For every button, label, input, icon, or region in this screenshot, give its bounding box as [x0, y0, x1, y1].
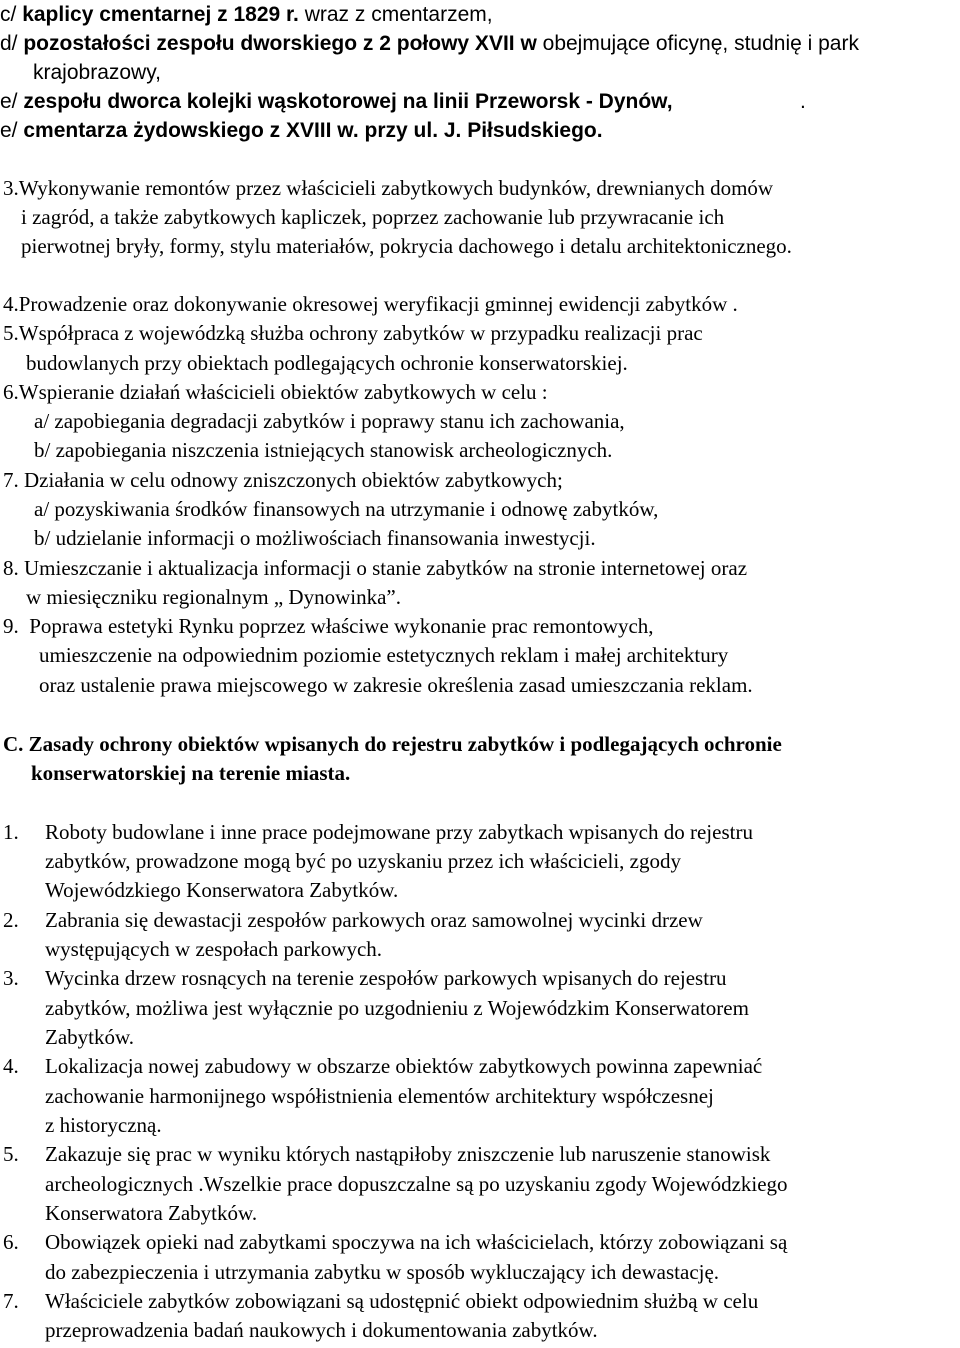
rule-1-line-3: Wojewódzkiego Konserwatora Zabytków.: [45, 878, 399, 902]
list-item-7: [3, 466, 563, 496]
rule-6-line-1: Obowiązek opieki nad zabytkami spoczywa na ich właścicielach, którzy zobowiązani są: [45, 1230, 788, 1254]
rule-number-1: 1.: [3, 820, 19, 844]
item-number: 7.: [3, 468, 19, 492]
list-item-3: [3, 174, 773, 204]
item-line: Umieszczanie i aktualizacja informacji o stanie zabytków na stronie internetowej oraz: [24, 556, 748, 580]
list-item-e-tail: .: [800, 90, 806, 113]
rule-number-2: 2.: [3, 908, 19, 932]
list-item-6-sub-a: a/ zapobiegania degradacji zabytków i poprawy stanu ich zachowania,: [34, 409, 625, 433]
list-item-7-sub-b: b/ udzielanie informacji o możliwościach finansowania inwestycji.: [34, 526, 596, 550]
item-number: 8.: [3, 556, 19, 580]
list-item-9-line-3: oraz ustalenie prawa miejscowego w zakresie określenia zasad umieszczania reklam.: [39, 673, 753, 697]
list-item-9-line-2: umieszczenie na odpowiednim poziomie estetycznych reklam i małej architektury: [39, 643, 729, 667]
rule-4-line-2: zachowanie harmonijnego współistnienia elementów architektury współczesnej: [45, 1084, 714, 1108]
list-item-d-continuation: krajobrazowy,: [33, 61, 161, 84]
rule-3-line-3: Zabytków.: [45, 1025, 135, 1049]
rule-number-5: 5.: [3, 1142, 19, 1166]
rule-3-line-1: Wycinka drzew rosnących na terenie zespołów parkowych wpisanych do rejestru: [45, 966, 727, 990]
rule-4-line-3: z historyczną.: [45, 1113, 162, 1137]
item-number: 6.: [3, 380, 19, 404]
item-bold-text: kaplicy cmentarnej: [22, 3, 212, 26]
item-line: Wykonywanie remontów przez właścicieli zabytkowych budynków, drewnianych domów: [18, 176, 774, 200]
list-item-3-line-3: pierwotnej bryły, formy, stylu materiałów, pokrycia dachowego i detalu architektonicznego.: [21, 234, 792, 258]
item-number: 9.: [3, 614, 19, 638]
rule-number-4: 4.: [3, 1054, 19, 1078]
item-number: 5.: [3, 321, 19, 345]
item-line: Współpraca z wojewódzką służba ochrony zabytków w przypadku realizacji prac: [18, 321, 703, 345]
list-item-e2: [0, 116, 603, 146]
rule-7-line-1: Właściciele zabytków zobowiązani są udostępnić obiekt odpowiednim służbą w celu: [45, 1289, 759, 1313]
item-line: Wspieranie działań właścicieli obiektów zabytkowych w celu :: [18, 380, 548, 404]
item-marker: c/: [0, 3, 17, 26]
rule-2-line-1: Zabrania się dewastacji zespołów parkowych oraz samowolnej wycinki drzew: [45, 908, 703, 932]
rule-1-line-2: zabytków, prowadzone mogą być po uzyskaniu przez ich właścicieli, zgody: [45, 849, 681, 873]
list-item-9: [3, 612, 654, 642]
list-item-8-line-2: w miesięczniku regionalnym „ Dynowinka”.: [26, 585, 401, 609]
rule-1-line-1: Roboty budowlane i inne prace podejmowane przy zabytkach wpisanych do rejestru: [45, 820, 753, 844]
item-bold-text: pozostałości zespołu dworskiego z 2 połowy XVII w: [23, 32, 537, 55]
list-item-6: [3, 378, 548, 408]
item-tail: .: [596, 119, 603, 142]
item-bold-text: cmentarza żydowskiego z XVIII w. przy ul. J. Piłsudskiego: [23, 119, 597, 142]
rule-number-6: 6.: [3, 1230, 19, 1254]
rule-4-line-1: Lokalizacja nowej zabudowy w obszarze obiektów zabytkowych powinna zapewniać: [45, 1054, 763, 1078]
list-item-6-sub-b: b/ zapobiegania niszczenia istniejących stanowisk archeologicznych.: [34, 438, 613, 462]
rule-2-line-2: występujących w zespołach parkowych.: [45, 937, 383, 961]
list-item-4: [3, 290, 738, 320]
item-marker: e/: [0, 90, 18, 113]
item-line: Prowadzenie oraz dokonywanie okresowej weryfikacji gminnej ewidencji zabytków .: [18, 292, 738, 316]
list-item-8: [3, 554, 747, 584]
rule-5-line-3: Konserwatora Zabytków.: [45, 1201, 258, 1225]
item-line: Działania w celu odnowy zniszczonych obiektów zabytkowych;: [24, 468, 563, 492]
item-marker: e/: [0, 119, 18, 142]
item-text: obejmujące oficynę, studnię i park: [542, 32, 859, 55]
item-bold-text: zespołu dworca kolejki wąskotorowej na linii Przeworsk - Dynów,: [23, 90, 673, 113]
rule-number-7: 7.: [3, 1289, 19, 1313]
list-item-e: [0, 87, 673, 117]
item-bold-year: z 1829 r.: [217, 3, 299, 26]
section-heading: C. Zasady ochrony obiektów wpisanych do rejestru zabytków i podlegających ochronie: [3, 732, 782, 756]
rule-5-line-2: archeologicznych .Wszelkie prace dopuszczalne są po uzyskaniu zgody Wojewódzkiego: [45, 1172, 788, 1196]
list-item-3-line-2: i zagród, a także zabytkowych kapliczek, poprzez zachowanie lub przywracanie ich: [21, 205, 725, 229]
item-number: 4.: [3, 292, 19, 316]
item-line: Poprawa estetyki Rynku poprzez właściwe wykonanie prac remontowych,: [29, 614, 654, 638]
rule-6-line-2: do zabezpieczenia i utrzymania zabytku w sposób wykluczający ich dewastację.: [45, 1260, 720, 1284]
list-item-5: [3, 319, 703, 349]
rule-5-line-1: Zakazuje się prac w wyniku których nastąpiłoby zniszczenie lub naruszenie stanowisk: [45, 1142, 771, 1166]
rule-7-line-2: przeprowadzenia badań naukowych i dokumentowania zabytków.: [45, 1318, 598, 1342]
item-text: wraz z cmentarzem,: [304, 3, 493, 26]
rule-number-3: 3.: [3, 966, 19, 990]
section-heading-line-2: konserwatorskiej na terenie miasta.: [31, 761, 351, 785]
list-item-c: [0, 0, 493, 30]
list-item-7-sub-a: a/ pozyskiwania środków finansowych na utrzymanie i odnowę zabytków,: [34, 497, 659, 521]
list-item-5-line-2: budowlanych przy obiektach podlegających ochronie konserwatorskiej.: [26, 351, 628, 375]
list-item-d: [0, 29, 859, 59]
item-number: 3.: [3, 176, 19, 200]
item-marker: d/: [0, 32, 18, 55]
rule-3-line-2: zabytków, możliwa jest wyłącznie po uzgodnieniu z Wojewódzkim Konserwatorem: [45, 996, 749, 1020]
